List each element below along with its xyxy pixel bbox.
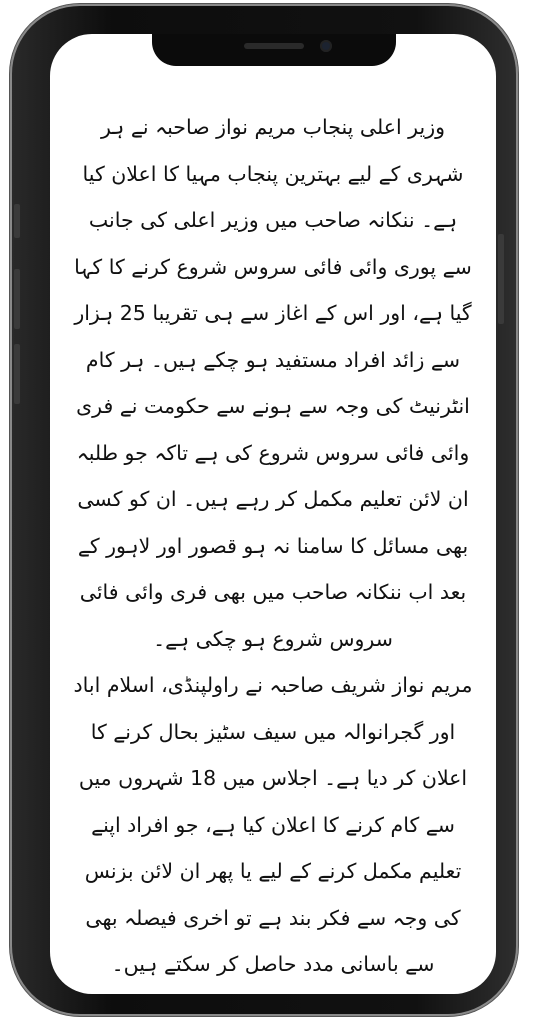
phone-frame [10,4,518,1016]
notch [152,34,396,66]
mute-switch [14,204,20,238]
speaker-grille [244,43,304,49]
volume-up-button [14,269,20,329]
article-paragraph-2: مریم نواز شریف صاحبہ نے راولپنڈی، اسلام اباد اور گجرانوالہ میں سیف سٹیز بحال کرنے کا اعلان کر دیا ہے۔ اجلاس میں 18 شہروں میں سے کام کرنے کا اعلان کیا ہے، جو افراد اپنے تعلیم مکمل کرنے کے لیے یا پھر ان لائن بزنس کی وجہ سے فکر بند ہے تو اخری فیصلہ بھی سے باسانی مدد حاصل کر سکتے ہیں۔ [73,673,473,976]
article-body [72,104,474,988]
front-camera-icon [320,40,332,52]
phone-screen [50,34,496,994]
power-button [498,234,504,324]
volume-down-button [14,344,20,404]
article-paragraph-1: وزیر اعلی پنجاب مریم نواز صاحبہ نے ہر شہری کے لیے بہترین پنجاب مہیا کا اعلان کیا ہے۔ ننکانہ صاحب میں وزیر اعلی کی جانب سے پوری وائی فائی سروس شروع کرنے کا کہا گیا ہے، اور اس کے اغاز سے ہی تقریبا 25 ہزار سے زائد افراد مستفید ہو چکے ہیں۔ ہر کام انٹرنیٹ کی وجہ سے ہونے سے حکومت نے فری وائی فائی سروس شروع کی ہے تاکہ جو طلبہ ان لائن تعلیم مکمل کر رہے ہیں۔ ان کو کسی بھی مسائل کا سامنا نہ ہو قصور اور لاہور کے بعد اب ننکانہ صاحب میں بھی فری وائی فائی سروس شروع ہو چکی ہے۔ [74,115,472,651]
